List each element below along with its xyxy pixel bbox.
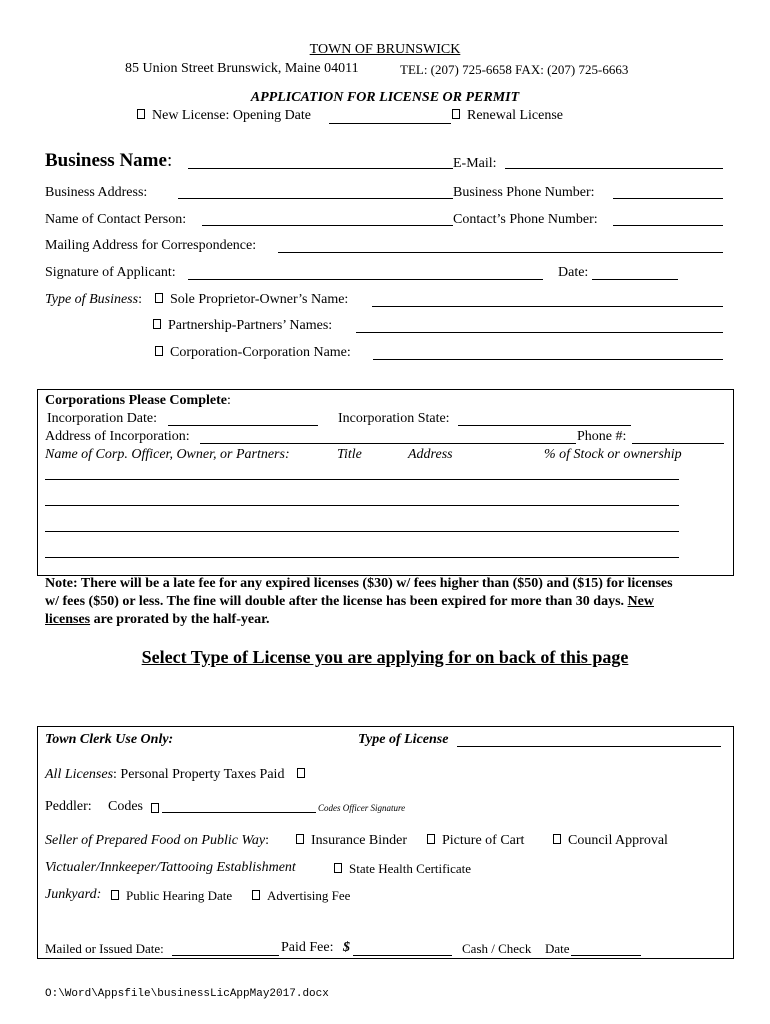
business-phone-label: Business Phone Number: — [453, 185, 595, 200]
town-address: 85 Union Street Brunswick, Maine 04011 — [125, 61, 359, 76]
col-address-header: Address — [408, 447, 453, 462]
renewal-checkbox[interactable] — [452, 109, 460, 119]
form-title: APPLICATION FOR LICENSE OR PERMIT — [250, 90, 520, 105]
codes-checkbox[interactable] — [151, 803, 159, 813]
junkyard-label: Junkyard: — [45, 887, 102, 902]
sole-proprietor-checkbox[interactable] — [155, 293, 163, 303]
business-name-line[interactable] — [188, 168, 453, 169]
late-fee-note-line2: w/ fees ($50) or less. The fine will double after the license has been expired for more than 30 days. New — [45, 594, 654, 609]
renewal-option — [452, 108, 563, 124]
select-license-heading: Select Type of License you are applying for on back of this page — [141, 647, 629, 667]
sole-proprietor-label: Sole Proprietor-Owner’s Name: — [170, 292, 349, 307]
victualer-label: Victualer/Innkeeper/Tattooing Establishment — [45, 860, 296, 875]
col-title-header: Title — [337, 447, 362, 462]
late-fee-note-line3: licenses are prorated by the half-year. — [45, 612, 270, 627]
late-fee-note-line1: Note: There will be a late fee for any expired licenses ($30) w/ fees higher than ($50) and ($15) for licenses — [45, 576, 673, 591]
type-of-license-label: Type of License — [358, 732, 449, 747]
contact-person-line[interactable] — [202, 225, 453, 226]
incorporation-address-line[interactable] — [200, 443, 576, 444]
insurance-binder-option: Insurance Binder — [296, 833, 407, 849]
contact-phone-label: Contact’s Phone Number: — [453, 212, 598, 227]
public-hearing-option: Public Hearing Date — [111, 888, 232, 904]
council-approval-checkbox[interactable] — [553, 834, 561, 844]
codes-signature-line[interactable] — [162, 812, 316, 813]
col-officer-header: Name of Corp. Officer, Owner, or Partners: — [45, 447, 290, 462]
incorporation-state-line[interactable] — [458, 425, 631, 426]
corporation-line[interactable] — [373, 359, 723, 360]
mailing-address-label: Mailing Address for Correspondence: — [45, 238, 257, 253]
business-address-line[interactable] — [178, 198, 453, 199]
partnership-line[interactable] — [356, 332, 723, 333]
email-line[interactable] — [505, 168, 723, 169]
town-contact: TEL: (207) 725-6658 FAX: (207) 725-6663 — [400, 62, 629, 77]
signature-line[interactable] — [188, 279, 543, 280]
type-of-business-label: Type of Business: — [45, 292, 142, 307]
state-health-option: State Health Certificate — [334, 861, 471, 877]
advertising-fee-checkbox[interactable] — [252, 890, 260, 900]
all-licenses-row: All Licenses: Personal Property Taxes Paid — [45, 767, 312, 783]
picture-of-cart-checkbox[interactable] — [427, 834, 435, 844]
partnership-label: Partnership-Partners’ Names: — [168, 318, 333, 333]
insurance-binder-checkbox[interactable] — [296, 834, 304, 844]
corporation-checkbox[interactable] — [155, 346, 163, 356]
corp-heading: Corporations Please Complete: — [45, 393, 231, 408]
file-path-footer: O:\Word\Appsfile\businessLicAppMay2017.docx — [45, 988, 329, 1000]
corp-phone-line[interactable] — [632, 443, 724, 444]
contact-phone-line[interactable] — [613, 225, 723, 226]
corp-phone-label: Phone #: — [577, 429, 627, 444]
taxes-paid-checkbox[interactable] — [297, 768, 305, 778]
new-license-label: New License: Opening Date — [152, 108, 311, 123]
incorporation-state-label: Incorporation State: — [338, 411, 450, 426]
paid-fee-label: Paid Fee: — [281, 940, 334, 955]
paid-fee-line[interactable] — [353, 955, 452, 956]
officer-row-line[interactable] — [45, 531, 679, 532]
picture-of-cart-option: Picture of Cart — [427, 833, 524, 849]
new-license-checkbox[interactable] — [137, 109, 145, 119]
date-line[interactable] — [592, 279, 678, 280]
officer-row-line[interactable] — [45, 505, 679, 506]
clerk-use-only-label: Town Clerk Use Only: — [45, 732, 174, 747]
incorporation-date-label: Incorporation Date: — [47, 411, 158, 426]
business-address-label: Business Address: — [45, 185, 148, 200]
clerk-date-line[interactable] — [571, 955, 641, 956]
col-stock-header: % of Stock or ownership — [544, 447, 682, 462]
partnership-checkbox[interactable] — [153, 319, 161, 329]
cash-check-label: Cash / Check — [462, 941, 532, 956]
type-of-license-line[interactable] — [457, 746, 721, 747]
sole-proprietor-option — [155, 292, 348, 308]
business-name-label: Business Name: — [45, 150, 173, 171]
officer-row-line[interactable] — [45, 557, 679, 558]
opening-date-line[interactable] — [329, 123, 451, 124]
signature-label: Signature of Applicant: — [45, 265, 176, 280]
dollar-sign: $ — [343, 940, 350, 955]
mailed-issued-label: Mailed or Issued Date: — [45, 941, 164, 956]
council-approval-option: Council Approval — [553, 833, 668, 849]
email-label: E-Mail: — [453, 156, 497, 171]
business-phone-line[interactable] — [613, 198, 723, 199]
officer-row-line[interactable] — [45, 479, 679, 480]
advertising-fee-option: Advertising Fee — [252, 888, 350, 904]
seller-prepared-food-label: Seller of Prepared Food on Public Way: — [45, 833, 269, 848]
clerk-date-label: Date — [545, 941, 570, 956]
codes-label: Codes — [108, 799, 143, 814]
public-hearing-checkbox[interactable] — [111, 890, 119, 900]
mailing-address-line[interactable] — [278, 252, 723, 253]
date-label: Date: — [558, 265, 589, 280]
incorporation-date-line[interactable] — [168, 425, 318, 426]
partnership-option — [153, 318, 332, 334]
state-health-checkbox[interactable] — [334, 863, 342, 873]
incorporation-address-label: Address of Incorporation: — [45, 429, 190, 444]
contact-person-label: Name of Contact Person: — [45, 212, 187, 227]
new-license-option — [137, 108, 311, 124]
peddler-label: Peddler: — [45, 799, 92, 814]
corporation-option — [155, 345, 351, 361]
sole-proprietor-line[interactable] — [372, 306, 723, 307]
corporation-label: Corporation-Corporation Name: — [170, 345, 351, 360]
renewal-label: Renewal License — [467, 108, 564, 123]
codes-officer-signature-caption: Codes Officer Signature — [318, 803, 406, 813]
mailed-issued-line[interactable] — [172, 955, 279, 956]
town-title: TOWN OF BRUNSWICK — [309, 42, 461, 57]
